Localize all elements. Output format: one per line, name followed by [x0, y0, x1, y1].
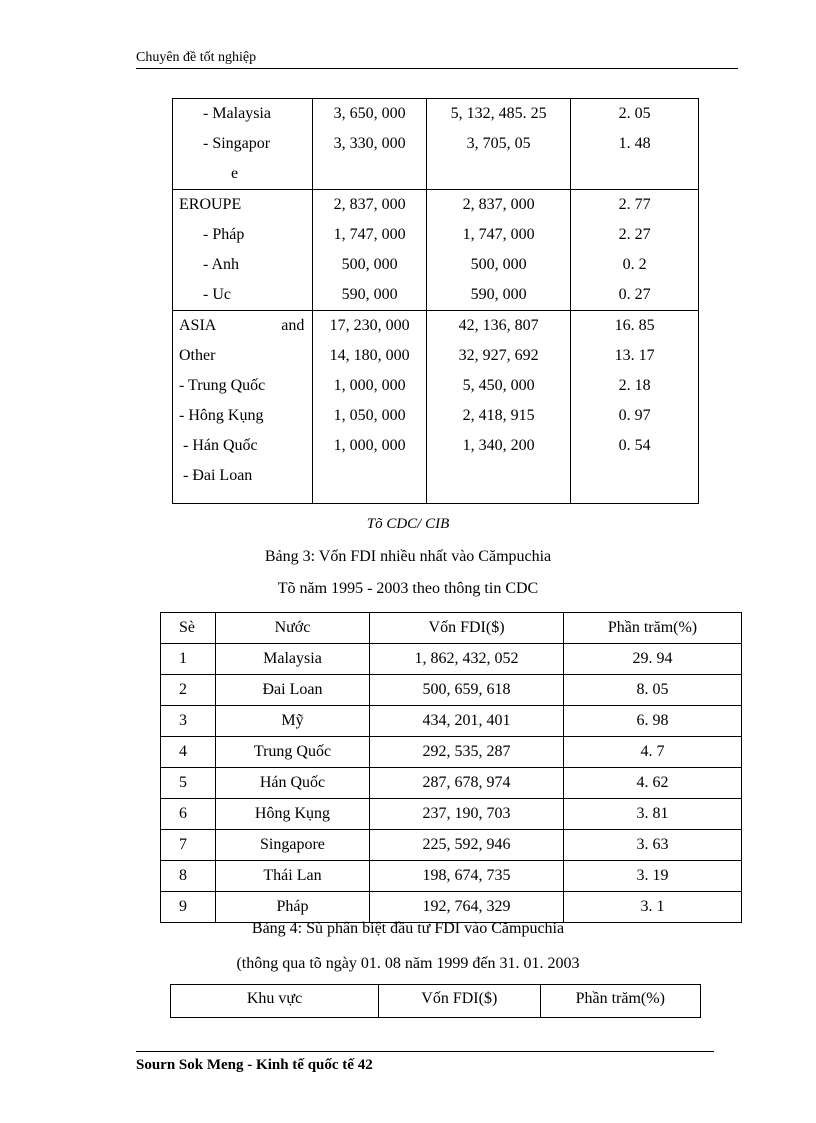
cell-value: 1, 340, 200	[462, 437, 535, 454]
cell-country: Đai Loan	[215, 675, 369, 706]
cell-value: 2, 837, 000	[333, 196, 406, 213]
cell-value	[571, 461, 698, 491]
cell-value	[313, 159, 426, 189]
fdi-by-region-table	[170, 984, 701, 1018]
cell-country: Singapore	[215, 830, 369, 861]
cell-value: 32, 927, 692	[458, 347, 539, 364]
table-row	[173, 190, 699, 311]
table-cell	[313, 311, 427, 504]
cell-value: 1, 747, 000	[462, 226, 535, 243]
cell-value: 5, 450, 000	[462, 377, 535, 394]
cell-no: 6	[161, 799, 216, 830]
cell-percent: 4. 62	[563, 768, 741, 799]
country-label: - Anh	[203, 256, 239, 273]
cell-fdi: 198, 674, 735	[370, 861, 564, 892]
cell-value: 2. 27	[618, 226, 651, 243]
region-label-line	[173, 311, 312, 341]
cell-percent: 8. 05	[563, 675, 741, 706]
cell-value: 1, 050, 000	[333, 407, 406, 424]
table-row	[161, 675, 742, 706]
cell-value: 0. 27	[618, 286, 651, 303]
country-label: e	[231, 165, 239, 182]
cell-value: 500, 000	[341, 256, 398, 273]
cell-fdi: 225, 592, 946	[370, 830, 564, 861]
cell-fdi: 1, 862, 432, 052	[370, 644, 564, 675]
country-label: - Pháp	[203, 226, 245, 243]
cell-value: 2. 77	[618, 196, 651, 213]
cell-value	[571, 159, 698, 189]
country-label: - Hông Kụng	[179, 407, 264, 424]
cell-value: 14, 180, 000	[329, 347, 410, 364]
top-fdi-table	[160, 612, 742, 923]
footer-rule	[136, 1051, 714, 1052]
cell-fdi: 434, 201, 401	[370, 706, 564, 737]
cell-fdi: 287, 678, 974	[370, 768, 564, 799]
table-cell	[426, 99, 570, 190]
cell-value: 500, 000	[470, 256, 527, 273]
cell-value: 2. 18	[618, 377, 651, 394]
table-row	[161, 799, 742, 830]
table-row	[173, 311, 699, 504]
column-header-region: Khu vực	[171, 985, 379, 1018]
cell-country: Pháp	[215, 892, 369, 923]
cell-no: 3	[161, 706, 216, 737]
country-label: - Đai Loan	[179, 467, 253, 484]
country-label: - Hán Quốc	[179, 437, 258, 454]
cell-value: 1. 48	[618, 135, 651, 152]
cell-value: 2. 05	[618, 105, 651, 122]
table-cell	[173, 190, 313, 311]
cell-no: 8	[161, 861, 216, 892]
cell-value: 2, 418, 915	[462, 407, 535, 424]
table-source-note: Tõ CDC/ CIB	[366, 516, 450, 532]
cell-percent: 4. 7	[563, 737, 741, 768]
cell-value: 5, 132, 485. 25	[450, 105, 547, 122]
table-header-row	[161, 613, 742, 644]
cell-value	[313, 461, 426, 491]
cell-value: 13. 17	[614, 347, 655, 364]
cell-value: 0. 2	[622, 256, 647, 273]
table-cell	[313, 190, 427, 311]
table-cell	[571, 99, 699, 190]
cell-country: Hông Kụng	[215, 799, 369, 830]
region-label: Other	[179, 347, 216, 364]
table-row	[161, 644, 742, 675]
cell-percent: 6. 98	[563, 706, 741, 737]
table-cell	[173, 311, 313, 504]
cell-value: 1, 747, 000	[333, 226, 406, 243]
cell-no: 1	[161, 644, 216, 675]
table3-caption: Bảng 3: Vốn FDI nhiều nhất vào Cămpuchia	[264, 548, 552, 565]
cell-value: 2, 837, 000	[462, 196, 535, 213]
table4-caption: Bảng 4: Sù phân biệt đầu tư FDI vào Cămpuchia	[251, 920, 565, 937]
column-header-country: Nước	[215, 613, 369, 644]
cell-value	[427, 461, 570, 491]
cell-value: 3, 650, 000	[333, 105, 406, 122]
country-label: - Malaysia	[203, 105, 271, 122]
column-header-percent: Phần trăm(%)	[540, 985, 700, 1018]
cell-value: 590, 000	[470, 286, 527, 303]
cell-value: 1, 000, 000	[333, 437, 406, 454]
cell-country: Hán Quốc	[215, 768, 369, 799]
cell-fdi: 500, 659, 618	[370, 675, 564, 706]
table-row	[161, 706, 742, 737]
cell-no: 7	[161, 830, 216, 861]
cell-value: 0. 54	[618, 437, 651, 454]
cell-percent: 3. 63	[563, 830, 741, 861]
table-cell	[173, 99, 313, 190]
table-cell	[571, 190, 699, 311]
region-label: ASIA	[179, 317, 217, 334]
cell-fdi: 292, 535, 287	[370, 737, 564, 768]
table-header-row	[171, 985, 701, 1018]
cell-value: 590, 000	[341, 286, 398, 303]
cell-value	[427, 159, 570, 189]
cell-no: 4	[161, 737, 216, 768]
cell-country: Mỹ	[215, 706, 369, 737]
header-rule	[136, 68, 738, 69]
cell-value: 0. 97	[618, 407, 651, 424]
table-row	[161, 892, 742, 923]
column-header-no: Sè	[161, 613, 216, 644]
table-row	[161, 861, 742, 892]
cell-value: 42, 136, 807	[458, 317, 539, 334]
investment-table-continued	[172, 98, 699, 504]
country-label: - Singapor	[203, 135, 271, 152]
cell-no: 2	[161, 675, 216, 706]
cell-country: Trung Quốc	[215, 737, 369, 768]
region-label: and	[281, 317, 305, 334]
cell-percent: 3. 19	[563, 861, 741, 892]
country-label: - Uc	[203, 286, 231, 303]
column-header-fdi: Vốn FDI($)	[379, 985, 540, 1018]
cell-country: Malaysia	[215, 644, 369, 675]
cell-value: 1, 000, 000	[333, 377, 406, 394]
country-label: - Trung Quốc	[179, 377, 266, 394]
table4-subcaption: (thông qua tõ ngày 01. 08 năm 1999 đến 31. 01. 2003	[236, 955, 580, 972]
cell-country: Thái Lan	[215, 861, 369, 892]
table-cell	[571, 311, 699, 504]
cell-no: 5	[161, 768, 216, 799]
column-header-fdi: Vốn FDI($)	[370, 613, 564, 644]
region-label: EROUPE	[179, 196, 242, 213]
cell-percent: 3. 81	[563, 799, 741, 830]
table-cell	[426, 311, 570, 504]
cell-no: 9	[161, 892, 216, 923]
column-header-percent: Phần trăm(%)	[563, 613, 741, 644]
table-cell	[313, 99, 427, 190]
cell-fdi: 237, 190, 703	[370, 799, 564, 830]
cell-fdi: 192, 764, 329	[370, 892, 564, 923]
cell-percent: 3. 1	[563, 892, 741, 923]
table3-subcaption: Tõ năm 1995 - 2003 theo thông tin CDC	[277, 580, 539, 597]
cell-value: 3, 705, 05	[466, 135, 531, 152]
cell-value: 17, 230, 000	[329, 317, 410, 334]
table-row	[161, 737, 742, 768]
page-footer: Sourn Sok Meng - Kinh tế quốc tế 42	[136, 1057, 373, 1073]
table-cell	[426, 190, 570, 311]
cell-percent: 29. 94	[563, 644, 741, 675]
table-row	[173, 99, 699, 190]
table-row	[161, 768, 742, 799]
table-row	[161, 830, 742, 861]
cell-value: 16. 85	[614, 317, 655, 334]
cell-value: 3, 330, 000	[333, 135, 406, 152]
page-header: Chuyên đề tốt nghiệp	[136, 50, 257, 65]
